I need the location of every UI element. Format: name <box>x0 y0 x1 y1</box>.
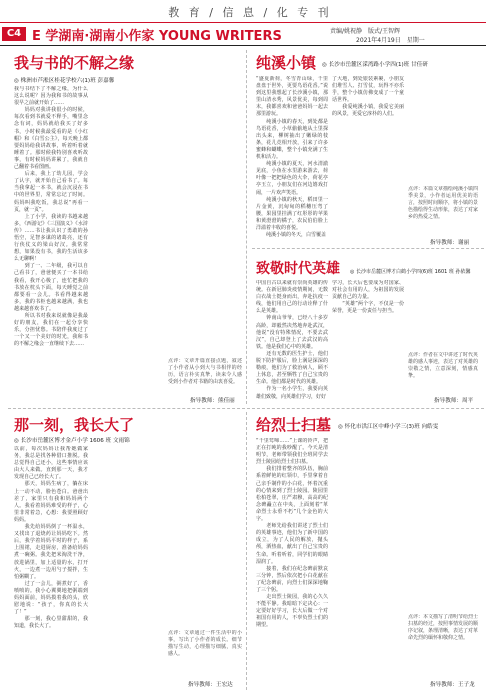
divider-vertical-1 <box>246 50 247 404</box>
article-body-col-3 <box>168 86 242 358</box>
article-byline: ◎ 长沙市岳麓区博才白鹤小学四(6)班 1601 班 孙依馨 <box>350 269 471 275</box>
header-rule-bottom <box>0 45 486 46</box>
article-body-col-3 <box>408 280 478 352</box>
article-teacher: 指导教师：熊佳丽 <box>190 398 235 404</box>
divider-vertical-2 <box>246 412 247 690</box>
article-body-col-3 <box>408 76 478 186</box>
paragraph: 纯溪小镇的春天，到处都是鸟语花香，小草偷偷地从土里探出头来，柳树抽出了嫩绿的枝条，花儿竞相开放，引来了许多蜜蜂和蝴蝶，整个小镇充满了生机和活力。 <box>256 118 328 161</box>
paragraph: 接着，我们在纪念碑前默哀三分钟，然后依次把小白花献在了纪念碑前，向烈士们深深地鞠了三个躬。 <box>256 565 328 593</box>
paragraph: 那天，妈妈生病了，躺在床上一动不动，脸色苍白。爸爸出差了，家里只有我和妈妈两个人。我看着妈妈难受的样子，心里非常着急，心想：我要照顾好妈妈。 <box>14 481 88 523</box>
paper-name: E 学湖南·湖南小作家 YOUNG WRITERS <box>32 29 282 44</box>
article-byline: ◎ 长沙市岳麓区溁湾路小学四(1)班 甘佳研 <box>322 62 428 68</box>
article-body-col-2 <box>332 76 404 240</box>
header-rule-top <box>0 22 486 23</box>
paragraph: 所以书对我来说就像是我最好的朋友，我们在一起分享快乐，分担忧愁。书陪伴我度过了一个又一个美好的时光，我和书的不解之缘会一直继续下去…… <box>14 313 88 348</box>
paragraph: 还有无数的医生护士，他们脱下防护服后，脸上满是深深的勒痕，他们为了救治病人，顾不上休息，甚至牺牲了自己宝贵的生命。他们都是时代的英雄。 <box>256 350 328 386</box>
divider-horizontal-2 <box>8 408 484 409</box>
paragraph: 妈妈对我讲我很小的时候，每次看到书就爱不释手，嘴里念念有词，妈妈就给我买了好多书，小时候我最爱看的是《小红帽》和《白雪公主》，每天晚上都要妈妈给我讲故事，听着听着就睡着了。那时候我特别喜欢听故事，有时候妈妈讲累了，我就自己翻着书看图画。 <box>14 107 88 171</box>
paragraph: “盛夏新荷，冬雪青山绿，千里盘盘于世外，更要鸟语花香。”说到这里我想起了长沙溪小镇，那里山清水秀，风景优美，每到周末，我都喜欢和爸爸妈妈一起去那里游玩。 <box>256 76 328 118</box>
article-title: 致敬时代英雄 <box>256 261 340 277</box>
article-byline: ◎ 株洲市芦淞区桂花学校六(1)班 彭嘉馨 <box>14 78 115 84</box>
article-teacher: 指导教师：王子龙 <box>430 682 475 688</box>
paragraph: 纯溪小镇的冬天，白雪覆盖 <box>256 232 327 239</box>
article-comment: 点评：文章开篇直接点题，叙述了小作者从小到大与书相伴的经历，语言朴实真挚，读来令人感受到小作者对书籍的由衷喜爱。 <box>168 358 242 386</box>
divider-horizontal-1 <box>252 248 484 249</box>
article-comment: 点评：作者在文中讲述了时代英雄的感人事迹，表达了对英雄的崇敬之情，立意深刻，情感真挚。 <box>408 352 478 380</box>
article-title: 给烈士扫墓 <box>256 416 332 434</box>
date-line: 2021年4月19日 星期一 <box>356 37 425 44</box>
paragraph: 老师先给我们讲述了烈士们的英雄事迹，他们为了新中国的成立，为了人民的解放，抛头颅，洒热血，献出了自己宝贵的生命。听着听着，同学们的眼睛湿润了。 <box>256 523 328 565</box>
article-title: 我与书的不解之缘 <box>14 54 135 72</box>
article-body-col-2 <box>332 438 404 686</box>
article-body-col-3 <box>168 446 242 630</box>
article-body-col-1 <box>256 438 328 686</box>
paragraph: 纯溪小镇的秋天，稻田里一片金黄，沉甸甸的稻穗压弯了腰，果园里挂满了红彤彤的苹果和黄澄澄的橘子，农民伯伯脸上洋溢着丰收的喜悦。 <box>256 196 328 231</box>
paragraph: 以前，每次妈妈让我帮她做家务，我总是找各种借口推脱。我总觉得自己还小，这些事情应该由大人来做。直到那一天，我才发现自己已经长大了。 <box>14 446 88 481</box>
article-teacher: 指导教师：谢丽 <box>430 240 470 246</box>
editor-line: 责编/姚祝静 版式/王智辉 <box>330 28 401 35</box>
article-comment: 点评：本篇文章描绘纯溪小镇四季美景，小作者运用优美的语言，按照时间顺序，将小镇的景色描绘得生动形象，表达了对家乡的热爱之情。 <box>408 186 478 221</box>
paragraph: 那一刻，我心里甜甜的，我知道，我长大了。 <box>14 616 88 630</box>
paragraph: 我与书结下了不解之缘，为什么这么说呢？因为我和书的故事从很早之前就开始了…… <box>14 86 88 107</box>
article-title: 那一刻，我长大了 <box>14 416 135 434</box>
banner-text: 教 育 / 信 息 / 化 专 刊 <box>168 6 332 19</box>
article-body-col-2 <box>332 280 404 400</box>
paragraph: 到了一、二年级，我可以自己看书了，爸爸便买了一本书给我看，我开心极了，连忙把我的书放在枕头下面，每天睡觉之前都要看一会儿。书看得越来越多，我的书柜也越来越满，我也越来越喜欢书了。 <box>14 263 88 312</box>
article-byline: ◎ 怀化市洪江区中峰小学三(3)班 向皓雯 <box>338 424 439 430</box>
article-body-col-1 <box>256 76 328 240</box>
paragraph: 后来，我上了幼儿园，学会了认字，就开始自己看书了。每当我拿起一本书，就会沉浸在书中的世界里，常常忘记了时间。妈妈叫我吃饭，我总说“再看一页，就一页”。 <box>14 171 88 213</box>
paragraph: 过了一会儿，粥煮好了，香喷喷的。我小心翼翼地把粥端到妈妈面前，妈妈摸着我的头，欣慰地说：“孩子，你真的长大了！” <box>14 580 88 616</box>
header-banner <box>0 0 486 22</box>
paragraph: 我爱纯溪小镇，我爱它美丽的风景，更爱它淳朴的人们。 <box>332 104 404 118</box>
article-comment: 点评：文章通过一件生活中的小事，写出了小作者的成长。细节描写生动，心理描写细腻，真实感人。 <box>168 630 242 658</box>
article-body-col-2 <box>91 86 165 406</box>
paragraph: 走出烈士陵园，我的心久久不能平静。我暗暗下定决心：一定要好好学习，长大后做一个对祖国有用的人，不辜负烈士们的期望。 <box>256 594 328 629</box>
paragraph: “英雄”两个字，不仅是一份荣誉，更是一份责任与担当。 <box>332 301 404 315</box>
paragraph: 我先给妈妈倒了一杯温水，又找出了退烧药让妈妈吃下。然后，我学着妈妈平时的样子，系上围裙，走进厨房，准备给妈妈煮一碗粥。我先把米淘洗干净，放进锅里，加上适量的水，打开火，一边煮一边用勺子搅拌，生怕粥糊了。 <box>14 524 88 580</box>
article-byline: ◎ 长沙市岳麓区博才金卢小学 1606 班 文雨锦 <box>14 438 130 444</box>
paragraph: 纯溪小镇的夏天，河水清澈见底，小鱼在水里游来游去，荷叶像一把把绿色的大伞，荷花亭亭玉立，小朋友们在河边嬉戏打闹，一片欢声笑语。 <box>256 161 328 196</box>
article-body-col-3 <box>408 438 478 614</box>
article-title: 纯溪小镇 <box>256 54 317 72</box>
paragraph: 我们排着整齐的队伍，胸前系着鲜艳的红领巾，手里拿着自己亲手制作的小白花，怀着沉重的心情来到了烈士陵园。陵园里松柏苍翠，庄严肃穆，高高的纪念碑矗立在中央，上面刻着“革命烈士永垂不朽”几个金色的大字。 <box>256 466 328 523</box>
article-teacher: 指导教师：王宏达 <box>188 682 233 688</box>
paragraph: 钟南山爷爷，已经八十多岁高龄，却毅然决然地奔赴武汉，他说“没有特殊情况，不要去武汉”，自己却登上了去武汉的高铁。他是我们心中的英雄。 <box>256 315 328 350</box>
article-comment: 点评：本文描写了清明节给烈士扫墓的经过，按照事情发展的顺序记叙，条理清晰，表达了对革命先烈的缅怀和敬仰之情。 <box>408 614 478 642</box>
article-body-col-1 <box>14 446 88 686</box>
article-body-col-1 <box>256 280 328 400</box>
paragraph: 了大地，到处银装素裹，小朋友们堆雪人、打雪仗，玩得不亦乐乎，整个小镇仿佛变成了一个童话世界。 <box>332 76 404 104</box>
article-body-col-1 <box>14 86 88 406</box>
paragraph: 中国自古以来就有崇尚英雄的传统。在新冠肺炎疫情期间，无数白衣战士挺身而出，奔赴抗疫一线，他们用自己的行动诠释了什么是英雄。 <box>256 280 328 315</box>
paragraph: 学习，长大后也要成为对国家、对社会有用的人，为祖国的发展贡献自己的力量。 <box>332 280 404 301</box>
paragraph: 上了小学，我读的书越来越多，《西游记》《三国演义》《水浒传》……书让我认识了勇敢的孙悟空，足智多谋的诸葛亮，还有行侠仗义的梁山好汉。我常常想，如果没有书，我的生活该多么无聊啊！ <box>14 213 88 263</box>
paragraph: 作为一名小学生，我要向英雄们致敬，向英雄们学习，好好 <box>256 386 328 400</box>
article-body-col-2 <box>91 446 165 686</box>
article-teacher: 指导教师：周平 <box>434 398 474 404</box>
page-code: C4 <box>2 27 26 41</box>
paragraph: “千里莺啼……”上课的铃声，把正在打盹的我吵醒了。今天是清明节，老师带领我们全班同学去烈士陵园给烈士们扫墓。 <box>256 438 328 466</box>
